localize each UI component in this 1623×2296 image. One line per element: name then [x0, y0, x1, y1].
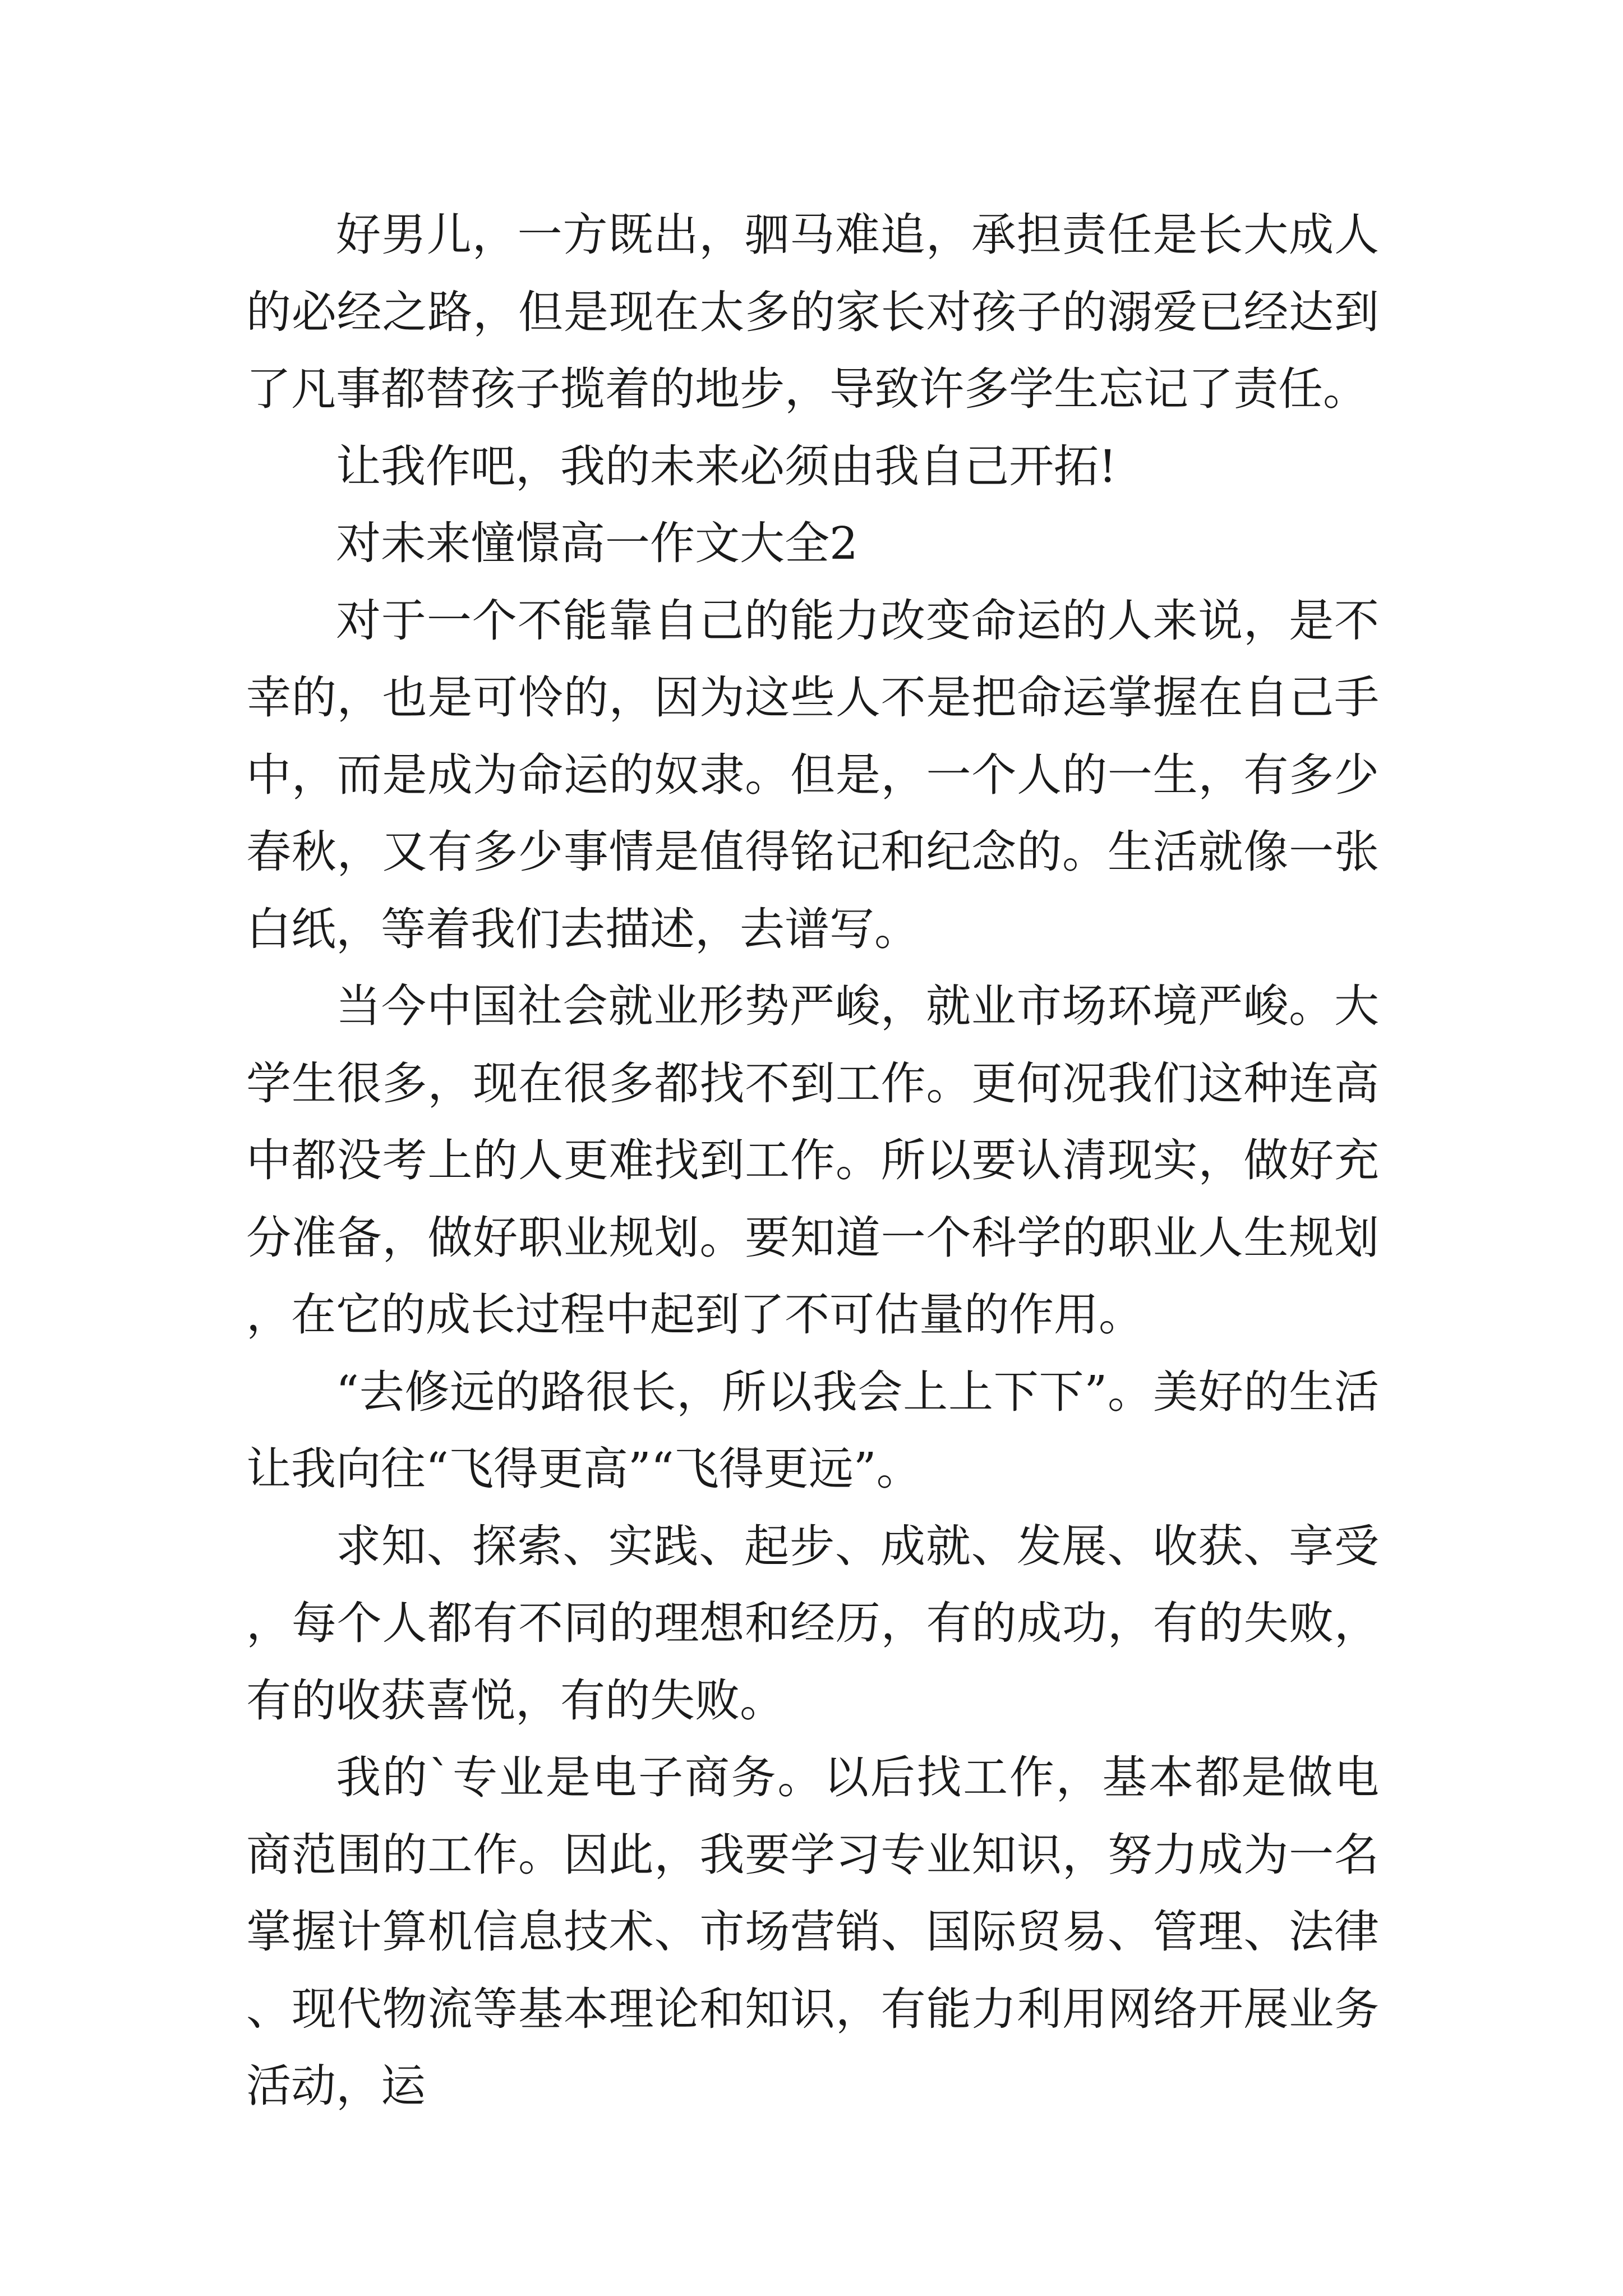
document-body: [246, 196, 1379, 2125]
paragraph-employment: 当今中国社会就业形势严峻，就业市场环境严峻。大学生很多，现在很多都找不到工作。更何况我们这种连高中都没考上的人更难找到工作。所以要认清现实，做好充分准备，做好职业规划。要知道一个科学的职业人生规划，在它的成长过程中起到了不可估量的作用。: [246, 980, 1379, 1341]
paragraph-major: 我的`专业是电子商务。以后找工作，基本都是做电商范围的工作。因此，我要学习专业知识，努力成为一名掌握计算机信息技术、市场营销、国际贸易、管理、法律、现代物流等基本理论和知识，有能力利用网络开展业务活动，运: [246, 1751, 1379, 2112]
paragraph-pursuit: 求知、探索、实践、起步、成就、发展、收获、享受，每个人都有不同的理想和经历，有的成功，有的失败，有的收获喜悦，有的失败。: [246, 1520, 1379, 1727]
essay-title: 对未来憧憬高一作文大全2: [336, 517, 858, 569]
paragraph-quote: “去修远的路很长，所以我会上上下下”。美好的生活让我向往“飞得更高”“飞得更远”。: [246, 1365, 1379, 1495]
paragraph-responsibility: 好男儿，一方既出，驷马难追，承担责任是长大成人的必经之路，但是现在太多的家长对孩子的溺爱已经达到了凡事都替孩子揽着的地步，导致许多学生忘记了责任。: [246, 209, 1379, 415]
paragraph-future-self: 让我作吧，我的未来必须由我自己开拓!: [336, 440, 1117, 493]
paragraph-fate: 对于一个不能靠自己的能力改变命运的人来说，是不幸的，也是可怜的，因为这些人不是把命运掌握在自己手中，而是成为命运的奴隶。但是，一个人的一生，有多少春秋，又有多少事情是值得铭记和纪念的。生活就像一张白纸，等着我们去描述，去谱写。: [246, 594, 1379, 955]
